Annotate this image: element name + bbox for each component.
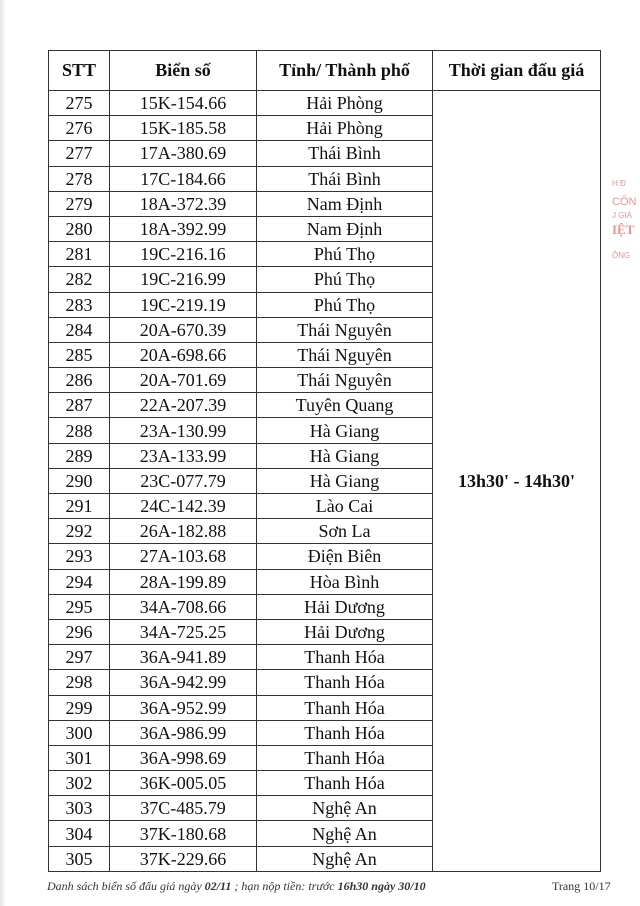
- plate-cell: 37C-485.79: [110, 796, 257, 821]
- province-cell: Thanh Hóa: [257, 771, 433, 796]
- province-cell: Thái Nguyên: [257, 368, 433, 393]
- page-number: Trang 10/17: [552, 879, 611, 893]
- plate-cell: 18A-392.99: [110, 216, 257, 241]
- plate-cell: 24C-142.39: [110, 494, 257, 519]
- stt-cell: 293: [49, 544, 110, 569]
- plate-cell: 23A-130.99: [110, 418, 257, 443]
- province-cell: Hà Giang: [257, 468, 433, 493]
- plate-cell: 19C-216.99: [110, 267, 257, 292]
- stamp-text: IỆT: [612, 222, 635, 237]
- stt-cell: 284: [49, 317, 110, 342]
- stt-cell: 283: [49, 292, 110, 317]
- header-province: Tỉnh/ Thành phố: [257, 51, 433, 91]
- province-cell: Nghệ An: [257, 796, 433, 821]
- province-cell: Hải Phòng: [257, 91, 433, 116]
- plate-cell: 20A-698.66: [110, 342, 257, 367]
- plate-cell: 26A-182.88: [110, 519, 257, 544]
- plate-cell: 15K-154.66: [110, 91, 257, 116]
- stt-cell: 296: [49, 619, 110, 644]
- plate-cell: 36A-942.99: [110, 670, 257, 695]
- plate-cell: 23A-133.99: [110, 443, 257, 468]
- stt-cell: 301: [49, 745, 110, 770]
- plate-cell: 27A-103.68: [110, 544, 257, 569]
- stt-cell: 298: [49, 670, 110, 695]
- plate-cell: 18A-372.39: [110, 191, 257, 216]
- province-cell: Thanh Hóa: [257, 745, 433, 770]
- stt-cell: 279: [49, 191, 110, 216]
- province-cell: Hà Giang: [257, 418, 433, 443]
- stt-cell: 278: [49, 166, 110, 191]
- plate-cell: 15K-185.58: [110, 116, 257, 141]
- plate-cell: 23C-077.79: [110, 468, 257, 493]
- province-cell: Nghệ An: [257, 846, 433, 871]
- plate-cell: 19C-219.19: [110, 292, 257, 317]
- stt-cell: 295: [49, 594, 110, 619]
- stt-cell: 290: [49, 468, 110, 493]
- stt-cell: 275: [49, 91, 110, 116]
- red-stamp: [612, 175, 640, 295]
- province-cell: Thái Bình: [257, 166, 433, 191]
- plate-cell: 34A-725.25: [110, 619, 257, 644]
- stamp-text: H.Đ: [612, 179, 626, 188]
- province-cell: Tuyên Quang: [257, 393, 433, 418]
- stt-cell: 289: [49, 443, 110, 468]
- province-cell: Nam Định: [257, 191, 433, 216]
- stt-cell: 292: [49, 519, 110, 544]
- plate-cell: 17A-380.69: [110, 141, 257, 166]
- stamp-text: CÔN: [612, 196, 637, 208]
- footer-note: [47, 879, 426, 894]
- stt-cell: 297: [49, 645, 110, 670]
- plate-cell: 19C-216.16: [110, 242, 257, 267]
- province-cell: Nghệ An: [257, 821, 433, 846]
- plate-cell: 36K-005.05: [110, 771, 257, 796]
- stt-cell: 294: [49, 569, 110, 594]
- plate-cell: 37K-180.68: [110, 821, 257, 846]
- stt-cell: 281: [49, 242, 110, 267]
- province-cell: Thanh Hóa: [257, 720, 433, 745]
- footer-middle: ; hạn nộp tiền: trước: [231, 879, 338, 893]
- stt-cell: 277: [49, 141, 110, 166]
- plate-cell: 37K-229.66: [110, 846, 257, 871]
- footer-date: 02/11: [204, 879, 232, 893]
- province-cell: Điện Biên: [257, 544, 433, 569]
- stt-cell: 276: [49, 116, 110, 141]
- page-edge: [0, 0, 6, 906]
- province-cell: Hải Dương: [257, 594, 433, 619]
- province-cell: Hải Dương: [257, 619, 433, 644]
- stt-cell: 303: [49, 796, 110, 821]
- province-cell: Thanh Hóa: [257, 670, 433, 695]
- province-cell: Sơn La: [257, 519, 433, 544]
- province-cell: Thái Nguyên: [257, 317, 433, 342]
- stt-cell: 288: [49, 418, 110, 443]
- header-stt: STT: [49, 51, 110, 91]
- stt-cell: 305: [49, 846, 110, 871]
- plate-cell: 17C-184.66: [110, 166, 257, 191]
- table-header-row: [49, 51, 601, 91]
- license-plate-table: [48, 50, 601, 872]
- plate-cell: 36A-986.99: [110, 720, 257, 745]
- stt-cell: 285: [49, 342, 110, 367]
- stt-cell: 299: [49, 695, 110, 720]
- province-cell: Nam Định: [257, 216, 433, 241]
- footer-deadline: 16h30 ngày 30/10: [337, 879, 426, 893]
- stamp-text: J GIÁ: [612, 211, 633, 220]
- province-cell: Thái Nguyên: [257, 342, 433, 367]
- province-cell: Hải Phòng: [257, 116, 433, 141]
- plate-cell: 36A-941.89: [110, 645, 257, 670]
- province-cell: Lào Cai: [257, 494, 433, 519]
- province-cell: Thái Bình: [257, 141, 433, 166]
- plate-cell: 36A-998.69: [110, 745, 257, 770]
- header-plate: Biển số: [110, 51, 257, 91]
- province-cell: Thanh Hóa: [257, 695, 433, 720]
- stt-cell: 291: [49, 494, 110, 519]
- table-row: [49, 91, 601, 116]
- province-cell: Thanh Hóa: [257, 645, 433, 670]
- province-cell: Phú Thọ: [257, 242, 433, 267]
- province-cell: Phú Thọ: [257, 267, 433, 292]
- province-cell: Phú Thọ: [257, 292, 433, 317]
- stt-cell: 304: [49, 821, 110, 846]
- footer-prefix: Danh sách biển số đấu giá ngày: [47, 879, 205, 893]
- stt-cell: 280: [49, 216, 110, 241]
- province-cell: Hà Giang: [257, 443, 433, 468]
- plate-cell: 22A-207.39: [110, 393, 257, 418]
- stt-cell: 286: [49, 368, 110, 393]
- stamp-text: ÔNG: [612, 251, 631, 260]
- plate-cell: 20A-670.39: [110, 317, 257, 342]
- stt-cell: 300: [49, 720, 110, 745]
- province-cell: Hòa Bình: [257, 569, 433, 594]
- stt-cell: 302: [49, 771, 110, 796]
- plate-cell: 28A-199.89: [110, 569, 257, 594]
- stt-cell: 287: [49, 393, 110, 418]
- plate-cell: 34A-708.66: [110, 594, 257, 619]
- plate-cell: 20A-701.69: [110, 368, 257, 393]
- stt-cell: 282: [49, 267, 110, 292]
- auction-time-cell: 13h30' - 14h30': [433, 91, 601, 872]
- header-auction-time: Thời gian đấu giá: [433, 51, 601, 91]
- plate-cell: 36A-952.99: [110, 695, 257, 720]
